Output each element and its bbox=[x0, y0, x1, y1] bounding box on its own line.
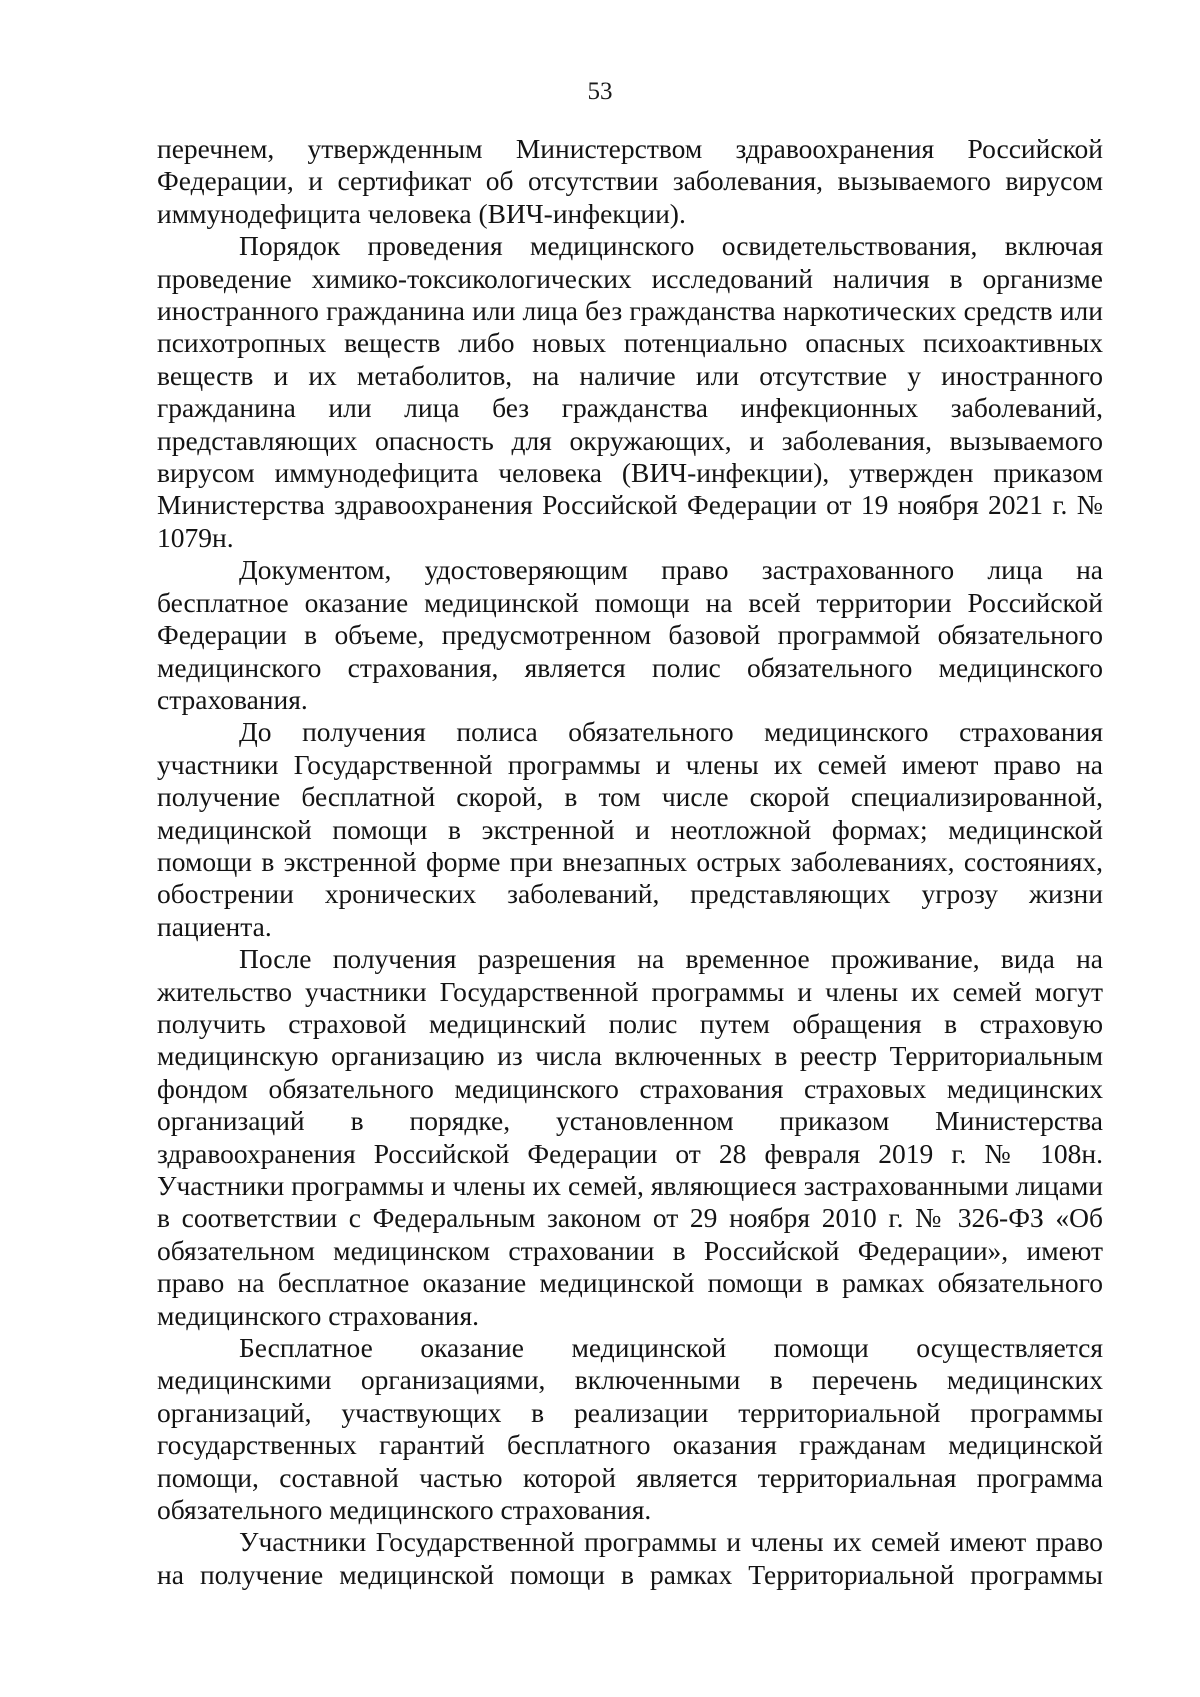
paragraph-insurance-policy-document: Документом, удостоверяющим право застрахованного лица на бесплатное оказание медицинской помощи на всей территории Российской Федерации в объеме, предусмотренном базовой программой обязательного медицинского страхования, является полис обязательного медицинского страхования. bbox=[157, 554, 1103, 715]
paragraph-before-policy: До получения полиса обязательного медицинского страхования участники Государственной программы и члены их семей имеют право на получение бесплатной скорой, в том числе скорой специализированной, медицинской помощи в экстренной и неотложной формах; медицинской помощи в экстренной форме при внезапных острых заболеваниях, состояниях, обострении хронических заболеваний, представляющих угрозу жизни пациента. bbox=[157, 716, 1103, 942]
document-body bbox=[157, 133, 1103, 1591]
paragraph-continuation: перечнем, утвержденным Министерством здравоохранения Российской Федерации, и сертификат об отсутствии заболевания, вызываемого вирусом иммунодефицита человека (ВИЧ-инфекции). bbox=[157, 133, 1103, 229]
paragraph-after-residence-permit: После получения разрешения на временное проживание, вида на жительство участники Государственной программы и члены их семей могут получить страховой медицинский полис путем обращения в страховую медицинскую организацию из числа включенных в реестр Территориальным фондом обязательного медицинского страхования страховых медицинских организаций в порядке, установленном приказом Министерства здравоохранения Российской Федерации от 28 февраля 2019 г. № 108н. Участники программы и члены их семей, являющиеся застрахованными лицами в соответствии с Федеральным законом от 29 ноября 2010 г. № 326-ФЗ «Об обязательном медицинском страховании в Российской Федерации», имеют право на бесплатное оказание медицинской помощи в рамках обязательного медицинского страхования. bbox=[157, 943, 1103, 1331]
paragraph-territorial-program: Участники Государственной программы и члены их семей имеют право на получение медицинской помощи в рамках Территориальной программы bbox=[157, 1526, 1103, 1590]
page-number: 53 bbox=[587, 78, 613, 105]
paragraph-free-medical-care: Бесплатное оказание медицинской помощи осуществляется медицинскими организациями, включенными в перечень медицинских организаций, участвующих в реализации территориальной программы государственных гарантий бесплатного оказания гражданам медицинской помощи, составной частью которой является территориальная программа обязательного медицинского страхования. bbox=[157, 1332, 1103, 1526]
paragraph-medical-examination-procedure: Порядок проведения медицинского освидетельствования, включая проведение химико-токсикологических исследований наличия в организме иностранного гражданина или лица без гражданства наркотических средств или психотропных веществ либо новых потенциально опасных психоактивных веществ и их метаболитов, на наличие или отсутствие у иностранного гражданина или лица без гражданства инфекционных заболеваний, представляющих опасность для окружающих, и заболевания, вызываемого вирусом иммунодефицита человека (ВИЧ-инфекции), утвержден приказом Министерства здравоохранения Российской Федерации от 19 ноября 2021 г. № 1079н. bbox=[157, 230, 1103, 553]
